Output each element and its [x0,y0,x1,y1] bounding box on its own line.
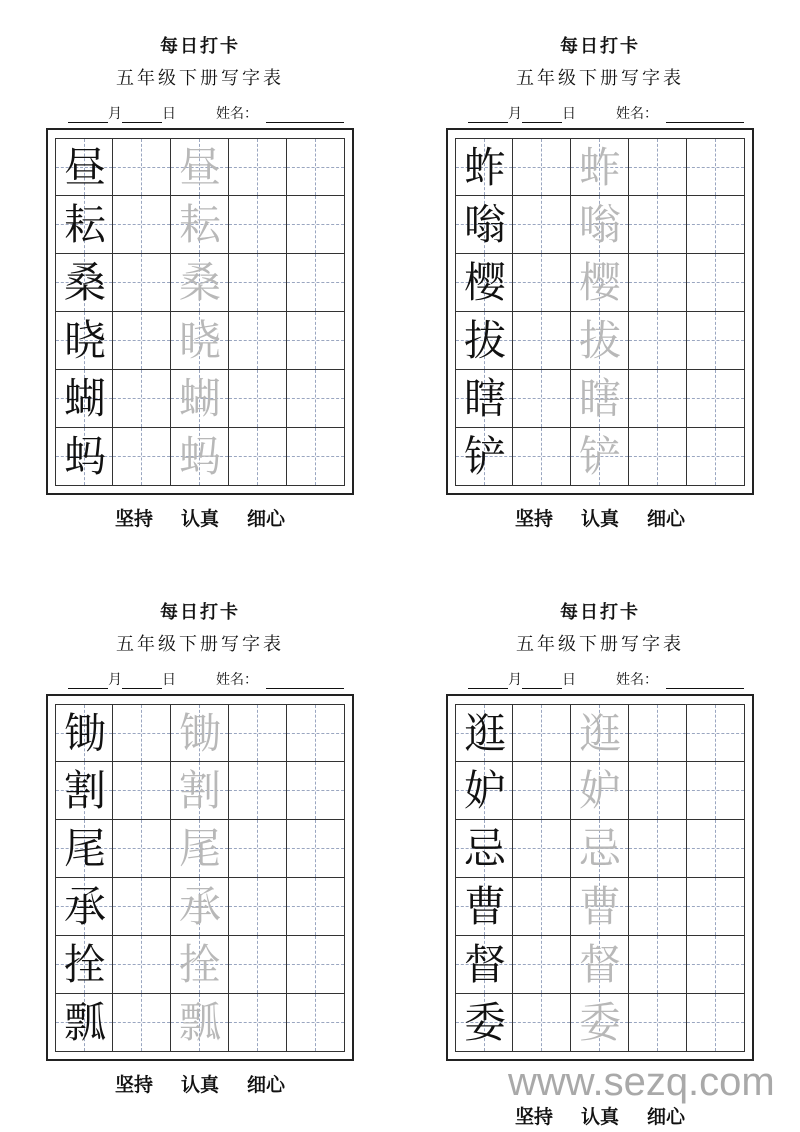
trace-character: 曹 [578,882,621,931]
motto-word: 细心 [247,1074,286,1096]
grid-cell[interactable] [171,994,229,1052]
grid-cell[interactable] [687,704,745,762]
grid-cell[interactable] [455,704,513,762]
model-character: 拴 [63,940,106,989]
grid-cell[interactable] [171,820,229,878]
month-label: 月 [508,106,522,122]
grid-cell[interactable] [113,312,171,370]
panel-subtitle: 五年级下册写字表 [116,634,284,655]
grid-cell[interactable] [113,878,171,936]
model-character: 蚂 [63,432,106,481]
motto-word: 坚持 [514,508,553,530]
grid-cell[interactable] [171,878,229,936]
watermark: www.sezq.com [508,1060,775,1104]
grid-cell[interactable] [229,138,287,196]
grid-cell[interactable] [687,994,745,1052]
grid-cell[interactable] [287,994,345,1052]
grid-cell[interactable] [687,878,745,936]
grid-cell[interactable] [455,994,513,1052]
trace-character: 樱 [578,258,621,307]
writing-grid [455,704,745,1052]
grid-cell[interactable] [229,254,287,312]
motto-word: 细心 [647,508,686,530]
trace-character: 忌 [578,824,621,873]
grid-cell[interactable] [687,138,745,196]
grid-cell[interactable] [455,428,513,486]
grid-cell[interactable] [455,820,513,878]
motto-word: 坚持 [114,1074,153,1096]
grid-cell[interactable] [171,936,229,994]
date-name-line [68,103,344,123]
grid-cell[interactable] [171,138,229,196]
grid-cell[interactable] [629,936,687,994]
grid-cell[interactable] [171,370,229,428]
grid-cell[interactable] [113,762,171,820]
model-character: 耘 [63,200,106,249]
grid-cell[interactable] [687,820,745,878]
grid-cell[interactable] [229,196,287,254]
model-character: 逛 [463,709,506,758]
worksheet-panel [0,0,400,566]
grid-cell[interactable] [629,370,687,428]
grid-cell[interactable] [571,138,629,196]
grid-cell[interactable] [229,994,287,1052]
worksheet-panel [0,566,400,1132]
grid-cell[interactable] [571,936,629,994]
trace-character: 逛 [578,709,621,758]
grid-cell[interactable] [55,370,113,428]
motto-word: 认真 [580,1106,619,1128]
grid-cell[interactable] [571,878,629,936]
grid-cell[interactable] [513,762,571,820]
model-character: 承 [63,882,106,931]
grid-cell[interactable] [55,820,113,878]
grid-cell[interactable] [513,994,571,1052]
model-character: 割 [63,766,106,815]
grid-cell[interactable] [113,254,171,312]
writing-grid-box [46,128,354,495]
date-name-line [468,669,744,689]
trace-character: 蚂 [178,432,221,481]
model-character: 樱 [463,258,506,307]
model-character: 尾 [63,824,106,873]
grid-cell[interactable] [287,820,345,878]
grid-cell[interactable] [629,878,687,936]
name-label: 姓名： [216,106,258,122]
trace-character: 督 [578,940,621,989]
grid-cell[interactable] [113,704,171,762]
writing-grid [455,138,745,486]
motto-word: 认真 [580,508,619,530]
grid-cell[interactable] [455,312,513,370]
grid-cell[interactable] [455,138,513,196]
trace-character: 锄 [178,709,221,758]
motto-word: 认真 [180,1074,219,1096]
grid-cell[interactable] [229,878,287,936]
writing-grid-box [46,694,354,1061]
grid-cell[interactable] [55,704,113,762]
grid-cell[interactable] [287,312,345,370]
month-blank[interactable] [468,674,508,689]
grid-cell[interactable] [171,312,229,370]
grid-cell[interactable] [513,370,571,428]
grid-cell[interactable] [171,704,229,762]
grid-cell[interactable] [113,428,171,486]
grid-cell[interactable] [629,254,687,312]
day-blank[interactable] [522,674,562,689]
writing-grid-box [446,694,754,1061]
trace-character: 耘 [178,200,221,249]
grid-cell[interactable] [687,936,745,994]
panel-title: 每日打卡 [560,602,640,623]
grid-cell[interactable] [455,196,513,254]
model-character: 蝴 [63,374,106,423]
grid-cell[interactable] [229,704,287,762]
grid-cell[interactable] [171,428,229,486]
grid-cell[interactable] [229,936,287,994]
grid-cell[interactable] [455,370,513,428]
grid-cell[interactable] [629,428,687,486]
panel-subtitle: 五年级下册写字表 [116,68,284,89]
grid-cell[interactable] [55,312,113,370]
writing-grid-box [446,128,754,495]
name-blank[interactable] [666,674,744,689]
grid-cell[interactable] [571,312,629,370]
grid-cell[interactable] [113,820,171,878]
trace-character: 妒 [578,766,621,815]
grid-cell[interactable] [55,936,113,994]
name-blank[interactable] [666,108,744,123]
model-character: 铲 [463,432,506,481]
model-character: 桑 [63,258,106,307]
model-character: 拔 [463,316,506,365]
month-label: 月 [108,106,122,122]
panel-subtitle: 五年级下册写字表 [516,68,684,89]
grid-cell[interactable] [513,196,571,254]
grid-cell[interactable] [513,820,571,878]
name-blank[interactable] [266,674,344,689]
grid-cell[interactable] [455,878,513,936]
grid-cell[interactable] [629,312,687,370]
grid-cell[interactable] [171,254,229,312]
grid-cell[interactable] [113,994,171,1052]
motto-word: 坚持 [114,508,153,530]
grid-cell[interactable] [571,254,629,312]
trace-character: 委 [578,998,621,1047]
grid-cell[interactable] [513,878,571,936]
grid-cell[interactable] [287,196,345,254]
grid-cell[interactable] [513,312,571,370]
grid-cell[interactable] [687,428,745,486]
month-blank[interactable] [68,108,108,123]
name-label: 姓名： [616,672,658,688]
model-character: 锄 [63,709,106,758]
grid-cell[interactable] [455,762,513,820]
trace-character: 拴 [178,940,221,989]
worksheet-panel [400,0,800,566]
model-character: 曹 [463,882,506,931]
month-blank[interactable] [468,108,508,123]
motto [400,1106,800,1128]
grid-cell[interactable] [287,254,345,312]
grid-cell[interactable] [687,370,745,428]
grid-cell[interactable] [513,254,571,312]
month-label: 月 [508,672,522,688]
grid-cell[interactable] [687,312,745,370]
name-blank[interactable] [266,108,344,123]
writing-grid [55,704,345,1052]
grid-cell[interactable] [513,428,571,486]
panel-title: 每日打卡 [160,36,240,57]
model-character: 瞎 [463,374,506,423]
worksheet-panel [400,566,800,1132]
grid-cell[interactable] [287,878,345,936]
motto [0,1074,400,1096]
grid-cell[interactable] [55,254,113,312]
name-label: 姓名： [616,106,658,122]
grid-cell[interactable] [629,138,687,196]
trace-character: 瓢 [178,998,221,1047]
model-character: 委 [463,998,506,1047]
grid-cell[interactable] [687,254,745,312]
grid-cell[interactable] [229,370,287,428]
grid-cell[interactable] [113,196,171,254]
writing-grid [55,138,345,486]
grid-cell[interactable] [55,762,113,820]
grid-cell[interactable] [55,878,113,936]
motto-word: 坚持 [514,1106,553,1128]
model-character: 蚱 [463,143,506,192]
month-label: 月 [108,672,122,688]
model-character: 妒 [463,766,506,815]
grid-cell[interactable] [629,994,687,1052]
grid-cell[interactable] [629,762,687,820]
panel-title: 每日打卡 [560,36,640,57]
grid-cell[interactable] [113,138,171,196]
motto-word: 细心 [647,1106,686,1128]
grid-cell[interactable] [687,196,745,254]
grid-cell[interactable] [687,762,745,820]
model-character: 嗡 [463,200,506,249]
trace-character: 桑 [178,258,221,307]
trace-character: 承 [178,882,221,931]
grid-cell[interactable] [287,762,345,820]
motto-word: 细心 [247,508,286,530]
grid-cell[interactable] [229,762,287,820]
grid-cell[interactable] [513,936,571,994]
grid-cell[interactable] [171,196,229,254]
month-blank[interactable] [68,674,108,689]
model-character: 督 [463,940,506,989]
grid-cell[interactable] [55,428,113,486]
motto [0,508,400,530]
grid-cell[interactable] [571,704,629,762]
trace-character: 瞎 [578,374,621,423]
grid-cell[interactable] [287,370,345,428]
trace-character: 蚱 [578,143,621,192]
day-label: 日 [562,106,576,122]
grid-cell[interactable] [113,370,171,428]
grid-cell[interactable] [629,704,687,762]
grid-cell[interactable] [571,820,629,878]
grid-cell[interactable] [571,428,629,486]
day-label: 日 [162,106,176,122]
grid-cell[interactable] [571,994,629,1052]
grid-cell[interactable] [455,254,513,312]
grid-cell[interactable] [229,312,287,370]
grid-cell[interactable] [287,704,345,762]
trace-character: 蝴 [178,374,221,423]
trace-character: 嗡 [578,200,621,249]
trace-character: 铲 [578,432,621,481]
day-blank[interactable] [122,674,162,689]
motto [400,508,800,530]
motto-word: 认真 [180,508,219,530]
trace-character: 割 [178,766,221,815]
grid-cell[interactable] [287,428,345,486]
grid-cell[interactable] [571,762,629,820]
grid-cell[interactable] [113,936,171,994]
grid-cell[interactable] [455,936,513,994]
name-label: 姓名： [216,672,258,688]
grid-cell[interactable] [513,138,571,196]
grid-cell[interactable] [629,820,687,878]
model-character: 瓢 [63,998,106,1047]
day-label: 日 [562,672,576,688]
grid-cell[interactable] [229,820,287,878]
grid-cell[interactable] [229,428,287,486]
grid-cell[interactable] [55,138,113,196]
grid-cell[interactable] [571,196,629,254]
day-label: 日 [162,672,176,688]
model-character: 忌 [463,824,506,873]
grid-cell[interactable] [55,196,113,254]
panel-subtitle: 五年级下册写字表 [516,634,684,655]
grid-cell[interactable] [513,704,571,762]
grid-cell[interactable] [287,138,345,196]
grid-cell[interactable] [629,196,687,254]
panel-title: 每日打卡 [160,602,240,623]
date-name-line [68,669,344,689]
model-character: 昼 [63,143,106,192]
trace-character: 晓 [178,316,221,365]
grid-cell[interactable] [571,370,629,428]
date-name-line [468,103,744,123]
grid-cell[interactable] [287,936,345,994]
trace-character: 拔 [578,316,621,365]
trace-character: 尾 [178,824,221,873]
model-character: 晓 [63,316,106,365]
grid-cell[interactable] [171,762,229,820]
day-blank[interactable] [122,108,162,123]
day-blank[interactable] [522,108,562,123]
trace-character: 昼 [178,143,221,192]
grid-cell[interactable] [55,994,113,1052]
